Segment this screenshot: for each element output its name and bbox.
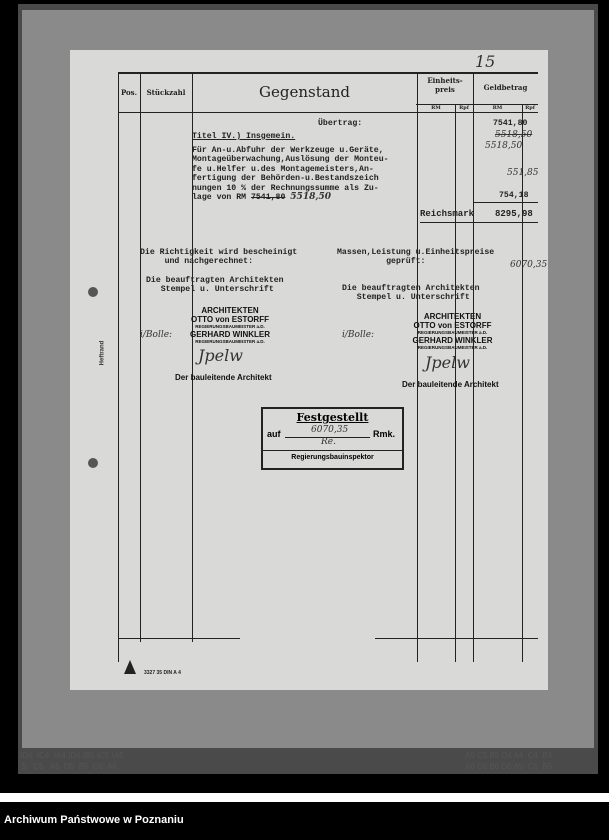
section-title: Titel IV.) Insgemein.: [192, 132, 296, 141]
document-page: [70, 50, 548, 690]
architect-stamp: ARCHITEKTEN OTTO von ESTORFF REGIERUNGSBAUMEISTER a.D. GERHARD WINKLER REGIERUNGSBAUMEISTER a.D.: [190, 306, 270, 344]
stamp-title: Festgestellt: [296, 411, 369, 424]
certification-text: Die Richtigkeit wird bescheinigt und nachgerechnet:: [140, 248, 298, 267]
signature: Jpelw: [425, 353, 470, 372]
page-number: 15: [475, 52, 496, 71]
architect-stamp: ARCHITEKTEN OTTO von ESTORFF REGIERUNGSBAUMEISTER a.D. GERHARD WINKLER REGIERUNGSBAUMEISTER a.D.: [412, 312, 493, 350]
sub-rm: RM: [492, 105, 503, 111]
film-codes-left: ID4 IC4 IA4 ID4 IB5 IC5 IA5 5 C5 A5 D5 B5 C6 A6: [20, 751, 124, 771]
surcharge-value: 754,18: [499, 191, 529, 200]
reichsmark-label: Reichsmark: [420, 209, 475, 219]
description: Für An-u.Abfuhr der Werkzeuge u.Geräte, Montageüberwachung,Auslösung der Monteu- fe u.Helfer u.des Montagemeisters,An- fertigung der Behörden-u.Bestandszeich nungen 10 % der Rechnungssumme als Zu- lage von RM 7541,80 5518,50: [192, 146, 389, 203]
handwritten-note: i/Bolle:: [140, 330, 173, 340]
hand-correction: 551,85: [507, 168, 539, 178]
hand-correction: 5518,50: [495, 130, 533, 140]
verification-text: Massen,Leistung u.Einheitspreise geprüft:: [337, 248, 495, 267]
handwritten-note: i/Bolle:: [342, 330, 375, 340]
hand-correction: 5518,50: [485, 141, 523, 151]
stamp-initials: Re.: [321, 437, 336, 447]
stamp-unit: Rmk.: [373, 429, 396, 439]
uebertrag-value: 7541,80: [493, 119, 528, 128]
header-pos: Pos.: [120, 88, 138, 97]
stamp-auf: auf: [267, 429, 281, 439]
header-geldbetrag: Geldbetrag: [483, 83, 528, 92]
publisher-logo-icon: [124, 660, 136, 674]
stamp-role: Regierungsbauinspektor: [291, 454, 374, 461]
festgestellt-stamp: [261, 407, 404, 470]
total-value: 8295,98: [495, 209, 533, 219]
sub-rpf: Rpf: [525, 105, 535, 111]
archive-caption: Archiwum Państwowe w Poznaniu: [4, 814, 184, 826]
role-label: Der bauleitende Architekt: [175, 373, 272, 382]
sub-rm: RM: [431, 105, 441, 111]
form-number: 3327 35 DIN A 4: [144, 670, 181, 676]
punch-hole: [88, 458, 98, 468]
separator-strip: [0, 793, 609, 802]
header-einheitspreis: Einheits- preis: [427, 76, 463, 94]
hand-total: 6070,35: [510, 260, 548, 270]
sub-rpf: Rpf: [459, 105, 469, 111]
stamp-amount: 6070,35: [311, 425, 349, 435]
punch-hole: [88, 287, 98, 297]
signature: Jpelw: [198, 346, 243, 365]
architects-caption: Die beauftragten Architekten Stempel u. Unterschrift: [146, 276, 284, 295]
header-gegenstand: Gegenstand: [259, 83, 350, 101]
margin-label: Heftrand: [99, 340, 106, 366]
uebertrag-label: Übertrag:: [318, 119, 363, 128]
film-codes-right: A5 C5 B5 D4 A4 C4 B4 A6 C6 B6 D5 A5 C5 B5: [465, 751, 553, 771]
header-stueckzahl: Stückzahl: [146, 88, 186, 97]
role-label: Der bauleitende Architekt: [402, 380, 499, 389]
architects-caption: Die beauftragten Architekten Stempel u. Unterschrift: [342, 284, 480, 303]
